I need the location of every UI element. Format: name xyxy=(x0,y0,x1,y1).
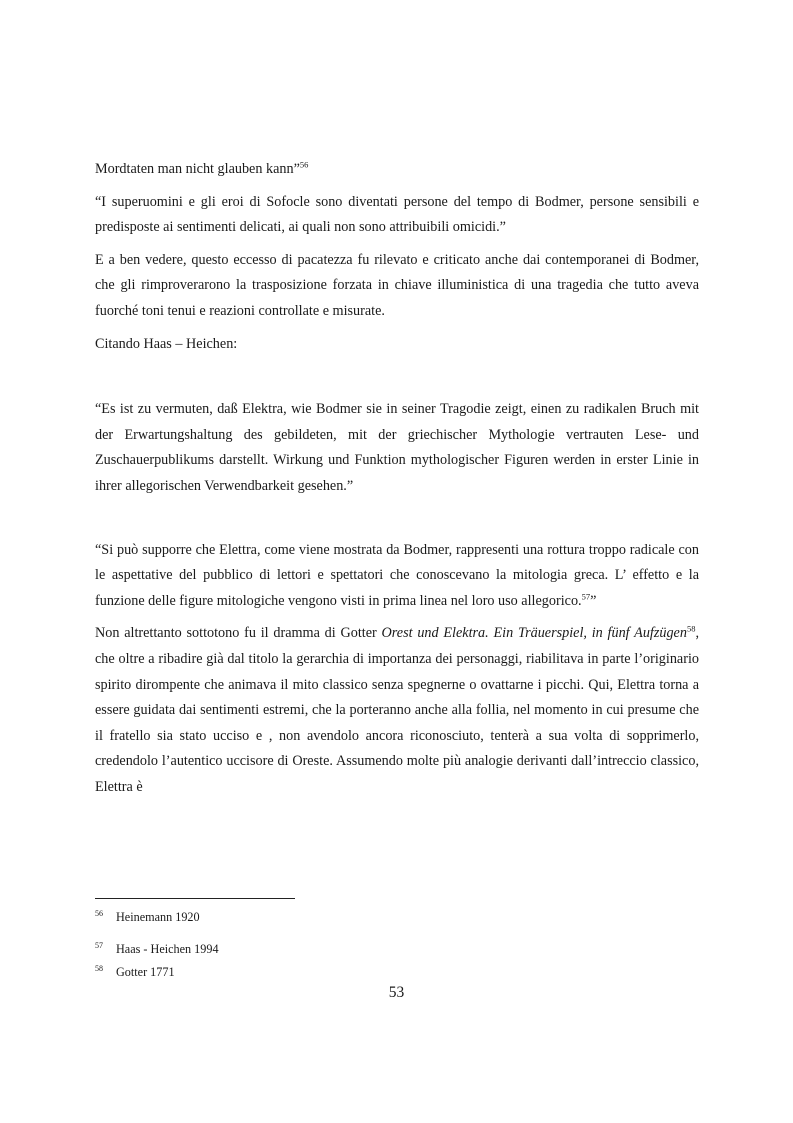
paragraph-gotter-drama xyxy=(95,621,699,800)
paragraph-bodmer-criticism: E a ben vedere, questo eccesso di pacatezza fu rilevato e criticato anche dai contemporanei di Bodmer, che gli rimproverarono la trasposizione forzata in chiave illuministica di una tragedia che tutto aveva fuorché toni tenui e reazioni controllate e misurate. xyxy=(95,251,699,319)
footnote-item xyxy=(95,942,699,956)
paragraph-quote-end xyxy=(95,157,699,183)
paragraph-text: Mordtaten man nicht glauben kann” xyxy=(95,161,300,177)
footnote-text: Haas - Heichen 1994 xyxy=(116,942,219,956)
footnote-item xyxy=(95,910,699,924)
paragraph-citation-intro: Citando Haas – Heichen: xyxy=(95,335,238,352)
footnote-number: 58 xyxy=(95,964,103,973)
paragraph-translation-sofocle: “I superuomini e gli eroi di Sofocle sono diventati persone del tempo di Bodmer, persone sensibili e predisposte ai sentimenti delicati, ai quali non sono attribuibili omicidi.” xyxy=(95,193,699,236)
footnote-text: Heinemann 1920 xyxy=(116,910,200,924)
footnote-ref-57[interactable]: 57 xyxy=(581,590,591,601)
footnote-ref-58[interactable]: 58 xyxy=(686,623,696,634)
footnote-separator xyxy=(95,898,295,899)
paragraph-text: , che oltre a ribadire già dal titolo la gerarchia di importanza dei personaggi, riabilitava in parte l’originario spirito dirompente che animava il mito classico senza spegnerne o ovattarne i picchi. Qui, Elettra torna a essere guidata dai sentimenti estremi, che la porteranno anche alla follia, nel momento in cui presume che il fratello sia stato ucciso e , non avendolo ancora riconosciuto, tenterà a sua volta di sopprimerlo, credendolo l’autentico uccisore di Oreste. Assumendo molte più analogie derivanti dall’intreccio classico, Elettra è xyxy=(95,625,699,795)
footnote-number: 56 xyxy=(95,909,103,918)
work-title: Orest und Elektra. Ein Träuerspiel, in fünf Aufzügen xyxy=(381,625,687,642)
page-body xyxy=(95,157,699,807)
paragraph-text: Non altrettanto sottotono fu il dramma di Gotter xyxy=(95,625,382,642)
paragraph-german-quote: “Es ist zu vermuten, daß Elektra, wie Bodmer sie in seiner Tragodie zeigt, einen zu radikalen Bruch mit der Erwartungshaltung des gebildeten, mit der griechischer Mythologie vertrauten Lese- und Zuschauerpublikums darstellt. Wirkung und Funktion mythologischer Figuren werden in erster Linie in ihrer allegorischen Verwendbarkeit gesehen.” xyxy=(95,401,699,494)
footnote-ref-56[interactable]: 56 xyxy=(299,159,309,170)
footnote-number: 57 xyxy=(95,941,103,950)
closing-quote: ” xyxy=(590,592,597,609)
paragraph-italian-translation xyxy=(95,538,699,615)
paragraph-text: “Si può supporre che Elettra, come viene mostrata da Bodmer, rappresenti una rottura troppo radicale con le aspettative del pubblico di lettori e spettatori che conoscevano la mitologia greca. L’ effetto e la funzione delle figure mitologiche vengono visti in prima linea nel loro uso allegorico. xyxy=(95,541,699,609)
footnote-item xyxy=(95,965,699,979)
page-number: 53 xyxy=(388,984,405,1001)
footnote-text: Gotter 1771 xyxy=(116,965,175,979)
